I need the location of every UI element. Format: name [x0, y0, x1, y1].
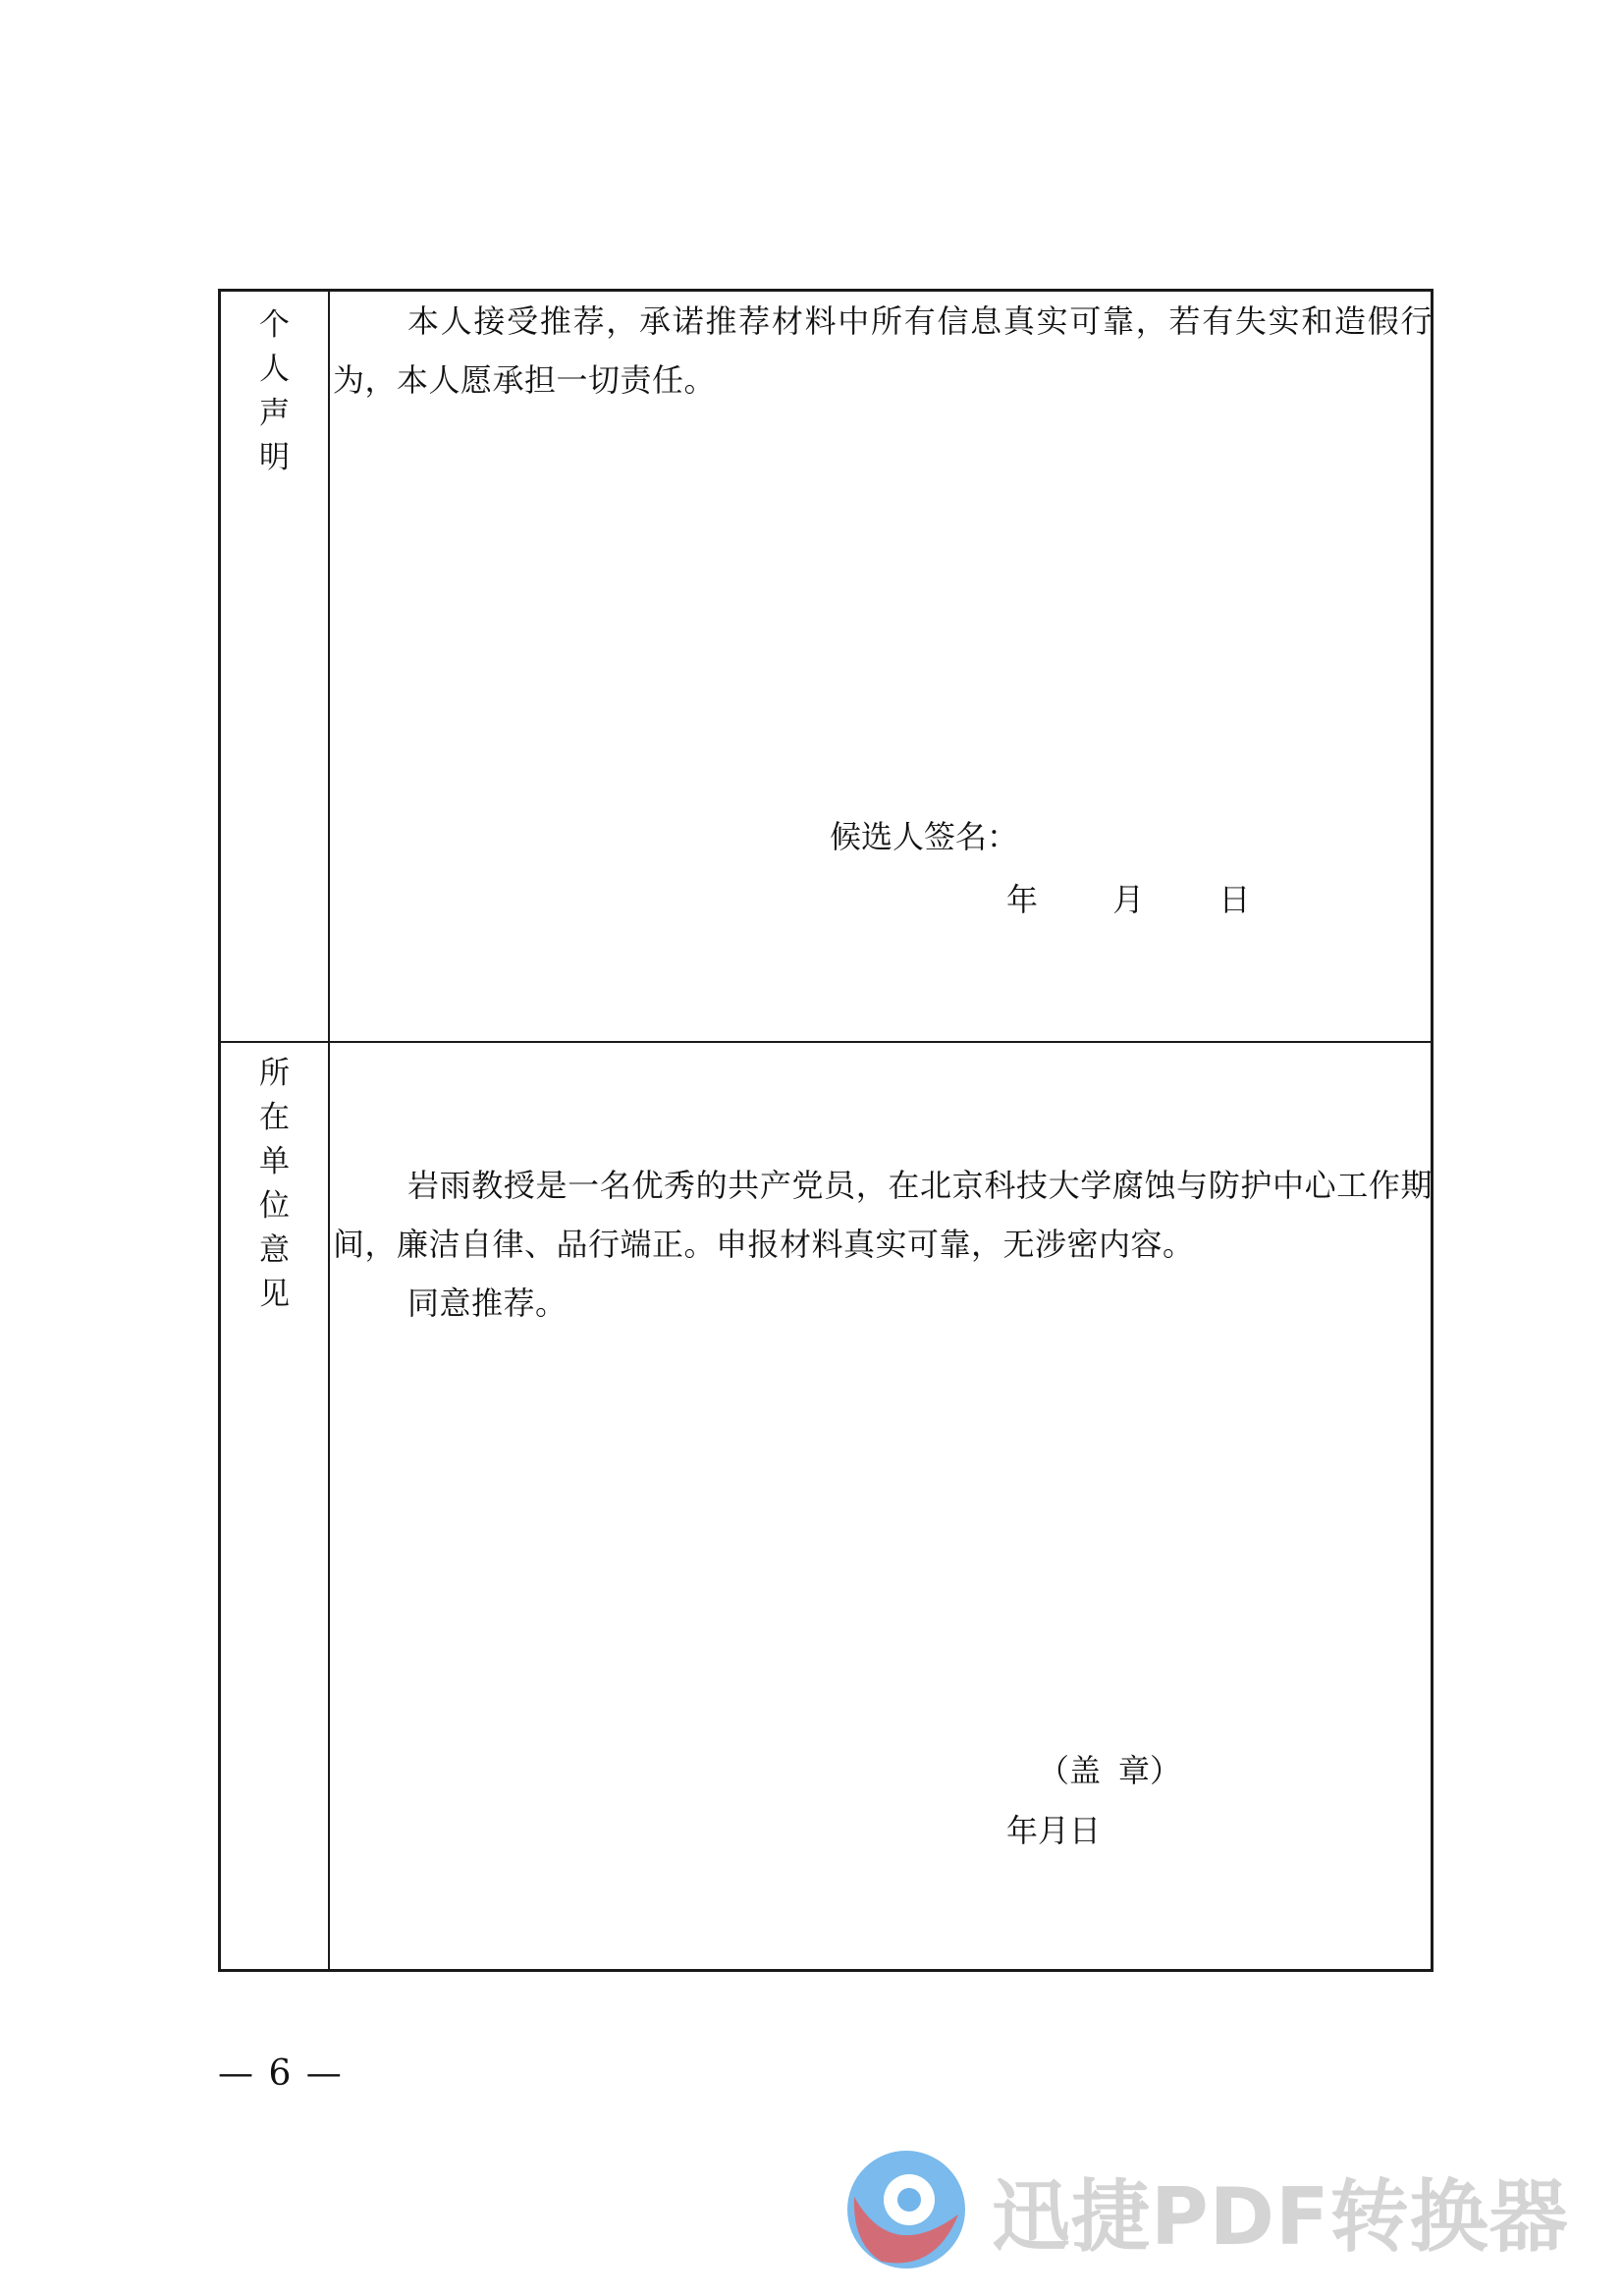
date-day: 日 [1218, 881, 1251, 918]
declaration-text-body: 本人接受推荐，承诺推荐材料中所有信息真实可靠，若有失实和造假行为，本人愿承担一切责任。 [333, 302, 1433, 399]
unit-opinion-text [333, 1156, 1433, 1274]
recommendation-text [333, 1274, 1433, 1333]
unit-opinion-label [221, 1052, 328, 1317]
seal-placeholder [1038, 1746, 1181, 1791]
date-year: 年 [1006, 881, 1039, 918]
pdf-converter-logo-icon [842, 2146, 970, 2273]
unit-opinion-label-char: 意 [259, 1232, 290, 1268]
date-month: 月 [1112, 881, 1145, 918]
unit-opinion-label-char: 单 [259, 1144, 290, 1179]
declaration-label-char: 人 [259, 352, 290, 387]
declaration-label-char: 个 [259, 307, 290, 343]
declaration-label [221, 303, 328, 480]
form-table [218, 289, 1434, 1972]
recommendation-text-body: 同意推荐。 [407, 1285, 568, 1322]
page-number: — 6 — [218, 2053, 344, 2094]
candidate-signature-label: 候选人签名： [830, 818, 1019, 855]
seal-open: （盖 [1038, 1752, 1102, 1789]
unit-opinion-label-char: 在 [259, 1100, 290, 1135]
declaration-text [333, 292, 1433, 410]
unit-opinion-label-char: 位 [259, 1188, 290, 1224]
watermark [842, 2146, 1569, 2273]
unit-opinion-label-char: 见 [259, 1277, 290, 1312]
watermark-text: 迅捷PDF转换器 [992, 2170, 1569, 2263]
unit-opinion-text-body: 岩雨教授是一名优秀的共产党员，在北京科技大学腐蚀与防护中心工作期间，廉洁自律、品行端正。申报材料真实可靠，无涉密内容。 [333, 1167, 1433, 1263]
declaration-label-char: 声 [259, 396, 290, 431]
unit-opinion-label-char: 所 [259, 1056, 290, 1091]
row-divider [221, 1041, 1431, 1043]
column-divider [328, 292, 330, 1969]
declaration-date [1006, 875, 1287, 920]
unit-opinion-date: 年月日 [1006, 1812, 1102, 1849]
declaration-label-char: 明 [259, 440, 290, 475]
seal-close: 章） [1118, 1752, 1182, 1789]
